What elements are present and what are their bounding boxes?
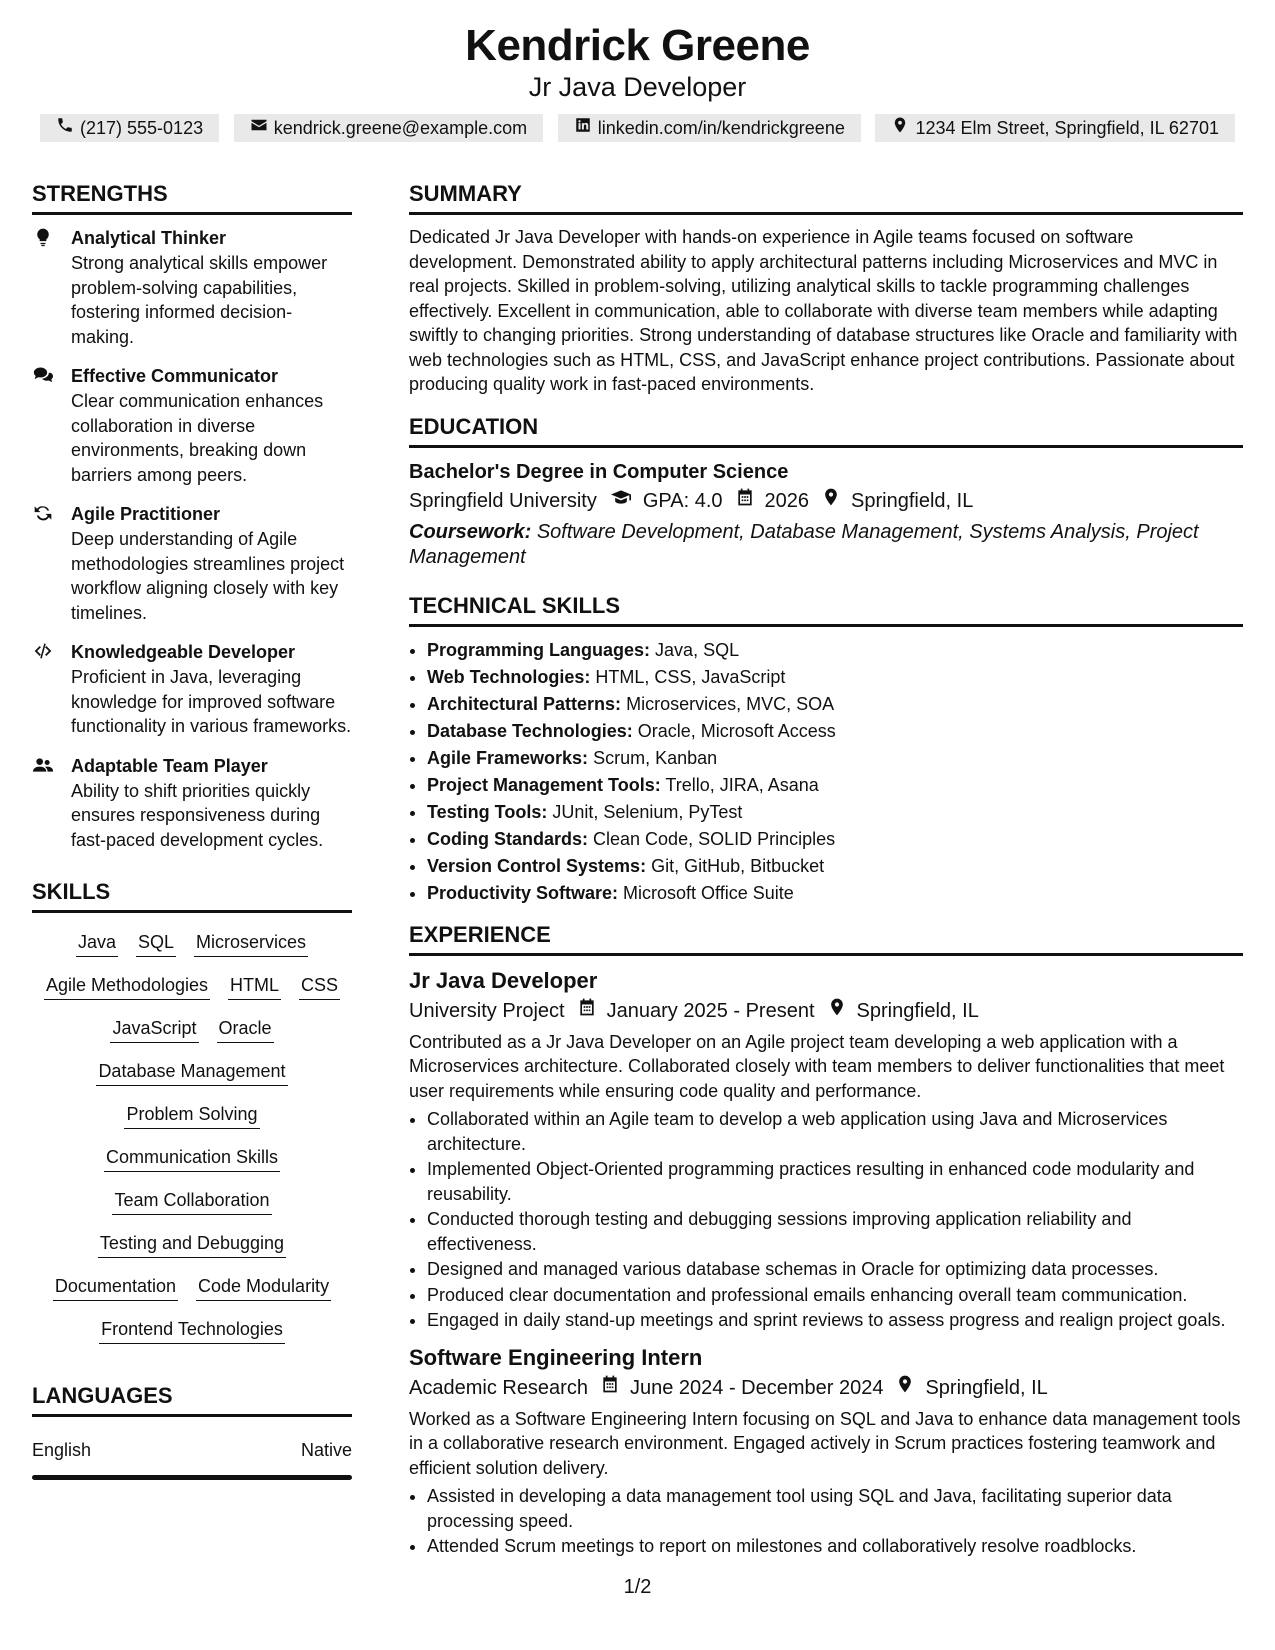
education-location: Springfield, IL <box>851 489 974 512</box>
strength-desc: Proficient in Java, leveraging knowledge for improved software functionality in various frameworks. <box>71 667 352 736</box>
strength-item <box>32 363 352 487</box>
job-meta <box>409 1373 1243 1403</box>
strength-title: Agile Practitioner <box>71 504 221 524</box>
summary-heading: SUMMARY <box>409 180 1243 215</box>
linkedin-icon <box>574 114 592 142</box>
resume-header <box>0 20 1275 104</box>
candidate-title: Jr Java Developer <box>528 72 747 102</box>
degree-title: Bachelor's Degree in Computer Science <box>409 460 789 483</box>
calendar-icon <box>733 486 755 516</box>
job-bullets <box>409 1107 1243 1333</box>
tech-label: Version Control Systems: <box>427 855 647 876</box>
technical-skills-heading: TECHNICAL SKILLS <box>409 592 1243 627</box>
address-text: 1234 Elm Street, Springfield, IL 62701 <box>915 118 1219 138</box>
tech-label: Web Technologies: <box>427 666 591 687</box>
list-item: • Designed and managed various database schemas in Oracle for optimizing data processes. <box>427 1257 1243 1282</box>
graduation-cap-icon <box>607 486 633 516</box>
summary-text: Dedicated Jr Java Developer with hands-on experience in Agile teams focused on software development. Demonstrated ability to apply architectural patterns including Microservices and MVC in real projects. Skilled in problem-solving, utilizing analytical skills to tackle programming challenges effectively. Excellent in communication, able to collaborate with diverse team members while adapting swiftly to changing priorities. Strong understanding of database structures like Oracle and familiarity with web technologies such as HTML, CSS, and JavaScript enhance project contributions. Passionate about producing quality work in fast-paced environments. <box>409 227 1238 394</box>
strength-title: Analytical Thinker <box>71 228 227 248</box>
phone-icon <box>56 114 74 142</box>
strength-item <box>32 753 352 853</box>
coursework-label: Coursework: <box>409 520 532 543</box>
education-heading: EDUCATION <box>409 413 1243 448</box>
skill-tag: Frontend Technologies <box>99 1316 285 1344</box>
job-description: Contributed as a Jr Java Developer on an Agile project team developing a web application with a Microservices architecture. Collaborated closely with team members to deliver functionalities that meet user requirements while ensuring code quality and performance. <box>409 1031 1225 1101</box>
map-pin-icon <box>825 996 847 1026</box>
job-dates: June 2024 - December 2024 <box>629 1376 884 1399</box>
code-icon <box>32 641 54 661</box>
skill-tag: Documentation <box>53 1273 178 1301</box>
language-level: Native <box>300 1440 352 1460</box>
map-pin-icon <box>893 1373 915 1403</box>
strength-desc: Clear communication enhances collaboration in diverse environments, breaking down barriers among peers. <box>71 391 324 485</box>
tech-value: JUnit, Selenium, PyTest <box>552 801 743 822</box>
list-item: • Assisted in developing a data management tool using SQL and Java, facilitating superior data processing speed. <box>427 1484 1243 1533</box>
skills-list <box>32 923 352 1344</box>
tech-value: Microsoft Office Suite <box>623 882 794 903</box>
languages-heading: LANGUAGES <box>32 1382 352 1417</box>
job-meta <box>409 996 1243 1026</box>
tech-label: Project Management Tools: <box>427 774 661 795</box>
list-item <box>427 880 1243 907</box>
strength-title: Knowledgeable Developer <box>71 642 296 662</box>
list-item <box>427 637 1243 664</box>
language-name: English <box>32 1440 92 1460</box>
tech-label: Agile Frameworks: <box>427 747 589 768</box>
users-icon <box>32 755 54 775</box>
experience-heading: EXPERIENCE <box>409 921 1243 956</box>
tech-label: Programming Languages: <box>427 639 651 660</box>
list-item <box>427 691 1243 718</box>
skill-tag: Microservices <box>194 929 308 957</box>
contact-address <box>875 114 1235 142</box>
coursework-text: Software Development, Database Management, Systems Analysis, Project Management <box>409 520 1199 568</box>
strength-desc: Strong analytical skills empower problem-solving capabilities, fostering informed decision-making. <box>71 253 328 347</box>
tech-label: Testing Tools: <box>427 801 548 822</box>
skill-tag: Communication Skills <box>104 1144 280 1172</box>
list-item <box>427 718 1243 745</box>
tech-value: Microservices, MVC, SOA <box>626 693 835 714</box>
tech-value: Clean Code, SOLID Principles <box>593 828 836 849</box>
skills-heading: SKILLS <box>32 878 352 913</box>
job-org: Academic Research <box>409 1376 588 1399</box>
list-item <box>427 664 1243 691</box>
list-item: • Implemented Object-Oriented programming practices resulting in enhanced code modularity and reusability. <box>427 1157 1243 1206</box>
job-dates: January 2025 - Present <box>606 999 815 1022</box>
list-item <box>427 772 1243 799</box>
page-number: 1/2 <box>623 1576 652 1598</box>
tech-value: Java, SQL <box>655 639 740 660</box>
strength-item <box>32 501 352 625</box>
list-item <box>427 826 1243 853</box>
job-location: Springfield, IL <box>925 1376 1048 1399</box>
list-item <box>427 799 1243 826</box>
tech-value: HTML, CSS, JavaScript <box>595 666 786 687</box>
skill-tag: JavaScript <box>110 1015 198 1043</box>
tech-value: Trello, JIRA, Asana <box>665 774 819 795</box>
strength-desc: Ability to shift priorities quickly ensures responsiveness during fast-paced development cycles. <box>71 780 324 850</box>
graduation-year: 2026 <box>764 489 810 512</box>
skill-tag: SQL <box>136 929 176 957</box>
language-proficiency-bar <box>32 1475 352 1480</box>
list-item <box>427 853 1243 880</box>
tech-value: Scrum, Kanban <box>593 747 718 768</box>
education-meta <box>409 486 1243 516</box>
tech-value: Git, GitHub, Bitbucket <box>651 855 825 876</box>
experience-entry <box>409 1343 1243 1559</box>
gpa-text: GPA: 4.0 <box>642 489 723 512</box>
strength-item <box>32 639 352 739</box>
candidate-name: Kendrick Greene <box>465 21 810 70</box>
language-item <box>32 1427 352 1463</box>
email-text[interactable]: kendrick.greene@example.com <box>273 118 528 138</box>
job-title: Jr Java Developer <box>409 967 598 993</box>
experience-entry <box>409 966 1243 1333</box>
strength-title: Adaptable Team Player <box>71 755 268 776</box>
job-description: Worked as a Software Engineering Intern focusing on SQL and Java to enhance data management tools in a collaborative research environment. Engaged actively in Scrum practices fostering teamwork and efficient solution delivery. <box>409 1408 1241 1478</box>
coursework <box>409 520 1243 570</box>
comments-icon <box>32 365 54 385</box>
contact-linkedin[interactable] <box>558 114 861 142</box>
calendar-icon <box>575 996 597 1026</box>
skill-tag: Oracle <box>217 1015 274 1043</box>
job-location: Springfield, IL <box>856 999 979 1022</box>
strength-desc: Deep understanding of Agile methodologies streamlines project workflow aligning closely with key timelines. <box>71 529 345 623</box>
tech-label: Coding Standards: <box>427 828 588 849</box>
strengths-heading: STRENGTHS <box>32 180 352 215</box>
envelope-icon <box>250 114 268 142</box>
job-org: University Project <box>409 999 565 1022</box>
technical-skills-list <box>409 637 1243 907</box>
skill-tag: CSS <box>299 972 340 1000</box>
skill-tag: Testing and Debugging <box>98 1230 286 1258</box>
job-title: Software Engineering Intern <box>409 1344 703 1370</box>
lightbulb-icon <box>32 227 54 247</box>
list-item: • Engaged in daily stand-up meetings and sprint reviews to assess progress and realign project goals. <box>427 1308 1243 1333</box>
strength-title: Effective Communicator <box>71 366 279 386</box>
tech-label: Architectural Patterns: <box>427 693 622 714</box>
skill-tag: Agile Methodologies <box>44 972 210 1000</box>
job-bullets <box>409 1484 1243 1559</box>
skill-tag: Java <box>76 929 118 957</box>
tech-label: Database Technologies: <box>427 720 633 741</box>
contact-bar <box>40 114 1235 142</box>
list-item: • Collaborated within an Agile team to develop a web application using Java and Microservices architecture. <box>427 1107 1243 1156</box>
sync-icon <box>32 503 54 523</box>
contact-phone <box>40 114 219 142</box>
list-item: • Produced clear documentation and professional emails enhancing overall team communication. <box>427 1283 1243 1308</box>
phone-text: (217) 555-0123 <box>80 118 204 138</box>
map-pin-icon <box>819 486 841 516</box>
skill-tag: Problem Solving <box>124 1101 259 1129</box>
skill-tag: HTML <box>228 972 281 1000</box>
contact-email[interactable] <box>234 114 543 142</box>
strength-item <box>32 225 352 349</box>
calendar-icon <box>598 1373 620 1403</box>
right-column <box>409 180 1243 1560</box>
tech-label: Productivity Software: <box>427 882 619 903</box>
map-pin-icon <box>891 114 909 142</box>
school-name: Springfield University <box>409 489 597 512</box>
list-item <box>427 745 1243 772</box>
tech-value: Oracle, Microsoft Access <box>637 720 836 741</box>
left-column <box>32 180 352 1480</box>
skill-tag: Team Collaboration <box>112 1187 271 1215</box>
list-item: • Conducted thorough testing and debugging sessions improving application reliability and effectiveness. <box>427 1207 1243 1256</box>
list-item: • Attended Scrum meetings to report on milestones and collaboratively resolve roadblocks. <box>427 1534 1243 1559</box>
skill-tag: Database Management <box>96 1058 287 1086</box>
skill-tag: Code Modularity <box>196 1273 331 1301</box>
linkedin-text[interactable]: linkedin.com/in/kendrickgreene <box>597 118 845 138</box>
